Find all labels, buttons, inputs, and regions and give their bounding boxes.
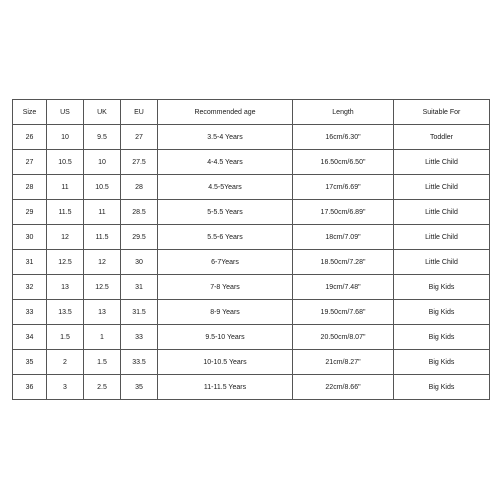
uk-cell: 10: [84, 150, 121, 175]
suitable-for-cell: Toddler: [394, 125, 490, 150]
length-cell: 19.50cm/7.68": [293, 300, 394, 325]
age-cell: 9.5-10 Years: [158, 325, 293, 350]
age-cell: 11-11.5 Years: [158, 375, 293, 400]
us-cell: 13: [47, 275, 84, 300]
suitable-for-cell: Big Kids: [394, 275, 490, 300]
eu-cell: 33.5: [121, 350, 158, 375]
table-row: [13, 300, 490, 325]
eu-cell: 31: [121, 275, 158, 300]
us-cell: 12.5: [47, 250, 84, 275]
header-us: US: [47, 100, 84, 125]
size-chart-table: [12, 99, 490, 400]
us-cell: 2: [47, 350, 84, 375]
eu-cell: 30: [121, 250, 158, 275]
us-cell: 12: [47, 225, 84, 250]
suitable-for-cell: Little Child: [394, 150, 490, 175]
uk-cell: 11.5: [84, 225, 121, 250]
length-cell: 22cm/8.66": [293, 375, 394, 400]
table-row: [13, 350, 490, 375]
eu-cell: 35: [121, 375, 158, 400]
uk-cell: 13: [84, 300, 121, 325]
eu-cell: 29.5: [121, 225, 158, 250]
uk-cell: 11: [84, 200, 121, 225]
us-cell: 1.5: [47, 325, 84, 350]
header-eu: EU: [121, 100, 158, 125]
us-cell: 11.5: [47, 200, 84, 225]
age-cell: 5-5.5 Years: [158, 200, 293, 225]
suitable-for-cell: Big Kids: [394, 375, 490, 400]
header-length: Length: [293, 100, 394, 125]
table-row: [13, 375, 490, 400]
age-cell: 10-10.5 Years: [158, 350, 293, 375]
age-cell: 8-9 Years: [158, 300, 293, 325]
eu-cell: 31.5: [121, 300, 158, 325]
size-cell: 29: [13, 200, 47, 225]
header-row: [13, 100, 490, 125]
age-cell: 4.5-5Years: [158, 175, 293, 200]
length-cell: 18cm/7.09": [293, 225, 394, 250]
us-cell: 11: [47, 175, 84, 200]
size-cell: 35: [13, 350, 47, 375]
suitable-for-cell: Big Kids: [394, 350, 490, 375]
uk-cell: 1.5: [84, 350, 121, 375]
size-cell: 32: [13, 275, 47, 300]
uk-cell: 9.5: [84, 125, 121, 150]
table-row: [13, 150, 490, 175]
suitable-for-cell: Big Kids: [394, 325, 490, 350]
size-cell: 30: [13, 225, 47, 250]
us-cell: 13.5: [47, 300, 84, 325]
age-cell: 6-7Years: [158, 250, 293, 275]
table-row: [13, 325, 490, 350]
table-row: [13, 225, 490, 250]
size-cell: 28: [13, 175, 47, 200]
us-cell: 10: [47, 125, 84, 150]
eu-cell: 33: [121, 325, 158, 350]
table-row: [13, 125, 490, 150]
header-recommended-age: Recommended age: [158, 100, 293, 125]
us-cell: 3: [47, 375, 84, 400]
suitable-for-cell: Little Child: [394, 250, 490, 275]
header-uk: UK: [84, 100, 121, 125]
header-suitable-for: Suitable For: [394, 100, 490, 125]
size-cell: 34: [13, 325, 47, 350]
suitable-for-cell: Big Kids: [394, 300, 490, 325]
uk-cell: 12.5: [84, 275, 121, 300]
eu-cell: 28.5: [121, 200, 158, 225]
uk-cell: 2.5: [84, 375, 121, 400]
eu-cell: 27: [121, 125, 158, 150]
length-cell: 17.50cm/6.89": [293, 200, 394, 225]
length-cell: 19cm/7.48": [293, 275, 394, 300]
age-cell: 4-4.5 Years: [158, 150, 293, 175]
eu-cell: 28: [121, 175, 158, 200]
table-body: [13, 125, 490, 400]
length-cell: 16cm/6.30": [293, 125, 394, 150]
suitable-for-cell: Little Child: [394, 225, 490, 250]
table-row: [13, 275, 490, 300]
table-row: [13, 200, 490, 225]
length-cell: 20.50cm/8.07": [293, 325, 394, 350]
size-cell: 27: [13, 150, 47, 175]
age-cell: 7-8 Years: [158, 275, 293, 300]
table-row: [13, 250, 490, 275]
age-cell: 5.5-6 Years: [158, 225, 293, 250]
age-cell: 3.5-4 Years: [158, 125, 293, 150]
uk-cell: 12: [84, 250, 121, 275]
header-size: Size: [13, 100, 47, 125]
eu-cell: 27.5: [121, 150, 158, 175]
length-cell: 16.50cm/6.50": [293, 150, 394, 175]
table-row: [13, 175, 490, 200]
suitable-for-cell: Little Child: [394, 175, 490, 200]
size-cell: 36: [13, 375, 47, 400]
uk-cell: 1: [84, 325, 121, 350]
size-cell: 31: [13, 250, 47, 275]
size-cell: 33: [13, 300, 47, 325]
length-cell: 21cm/8.27": [293, 350, 394, 375]
size-cell: 26: [13, 125, 47, 150]
suitable-for-cell: Little Child: [394, 200, 490, 225]
length-cell: 17cm/6.69": [293, 175, 394, 200]
uk-cell: 10.5: [84, 175, 121, 200]
length-cell: 18.50cm/7.28": [293, 250, 394, 275]
us-cell: 10.5: [47, 150, 84, 175]
